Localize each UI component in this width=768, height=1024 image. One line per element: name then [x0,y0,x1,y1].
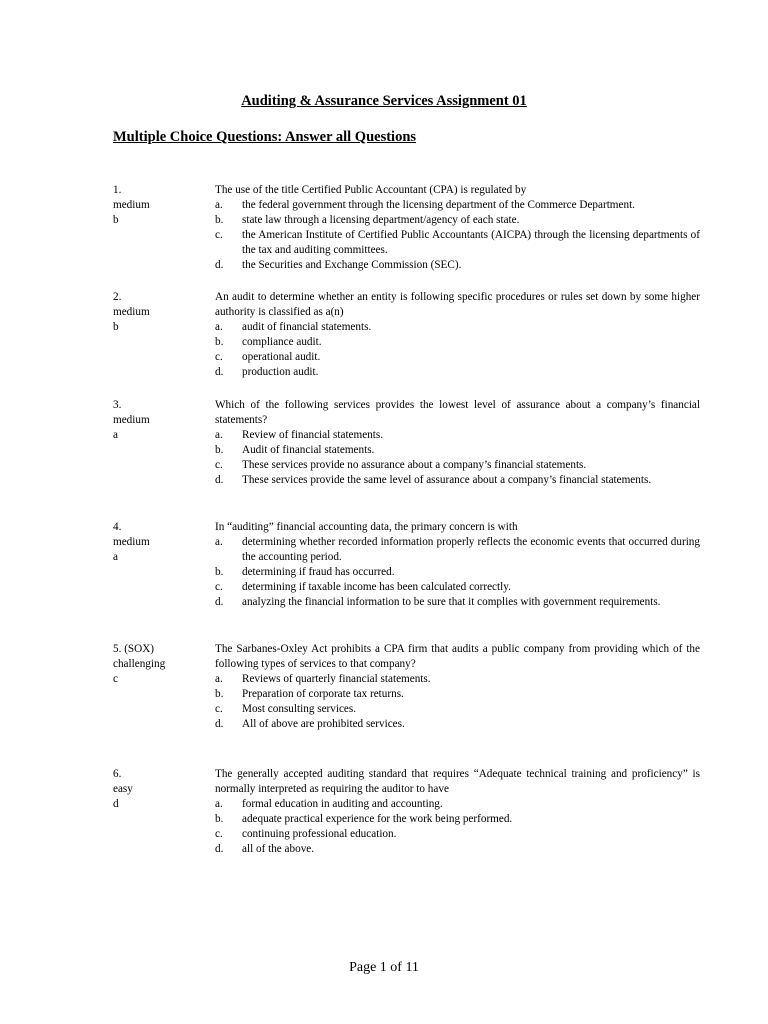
answer-option-a [215,672,700,687]
question-meta [113,642,208,687]
answer-option-d [215,473,700,488]
answer-option-b [215,565,700,580]
option-letter: c. [215,229,223,241]
option-letter: a. [215,536,223,548]
option-letter: d. [215,366,224,378]
answer-option-d [215,717,700,732]
answer-option-a [215,535,700,565]
question-answer: b [113,321,119,333]
question-stem: The use of the title Certified Public Accountant (CPA) is regulated by [215,184,527,196]
option-letter: b. [215,214,224,226]
option-text: all of the above. [242,843,315,855]
answer-option-a [215,428,700,443]
option-text: operational audit. [242,351,321,363]
option-letter: d. [215,718,224,730]
option-letter: a. [215,798,223,810]
option-letter: b. [215,336,224,348]
option-text: the American Institute of Certified Public Accountants (AICPA) through the licensing departments of the tax and auditing committees. [242,229,700,256]
question-number: 3. [113,399,122,411]
option-text: Most consulting services. [242,703,357,715]
answer-option-c [215,458,700,473]
option-letter: b. [215,688,224,700]
question-stem: The generally accepted auditing standard that requires “Adequate technical training and proficiency” is normally interpreted as requiring the auditor to have [215,768,700,795]
question-meta [113,520,208,565]
question-meta [113,290,208,335]
option-letter: c. [215,828,223,840]
option-text: determining if taxable income has been calculated correctly. [242,581,511,593]
answer-option-b [215,443,700,458]
option-text: state law through a licensing department/agency of each state. [242,214,520,226]
answer-option-b [215,687,700,702]
option-letter: d. [215,474,224,486]
question-answer: d [113,798,119,810]
option-letter: d. [215,843,224,855]
option-text: compliance audit. [242,336,322,348]
question-number: 1. [113,184,122,196]
option-text: These services provide the same level of assurance about a company’s financial statements. [242,474,652,486]
option-text: These services provide no assurance about a company’s financial statements. [242,459,587,471]
option-text: Preparation of corporate tax returns. [242,688,404,700]
option-text: the federal government through the licensing department of the Commerce Department. [242,199,635,211]
answer-option-d [215,258,700,273]
question-body [215,767,700,857]
option-letter: a. [215,673,223,685]
answer-option-c [215,827,700,842]
question-answer: a [113,429,118,441]
question-body [215,398,700,488]
question-meta [113,183,208,228]
question-answer: b [113,214,119,226]
option-letter: b. [215,566,224,578]
question-meta [113,398,208,443]
answer-option-d [215,595,700,610]
option-letter: a. [215,321,223,333]
answer-option-a [215,797,700,812]
answer-option-d [215,365,700,380]
answer-option-a [215,320,700,335]
question-body [215,290,700,380]
option-letter: d. [215,259,224,271]
option-text: determining if fraud has occurred. [242,566,395,578]
answer-option-d [215,842,700,857]
answer-option-b [215,335,700,350]
option-text: Audit of financial statements. [242,444,375,456]
question-stem: Which of the following services provides the lowest level of assurance about a company’s financial statements? [215,399,700,426]
answer-option-c [215,350,700,365]
option-text: analyzing the financial information to be sure that it complies with government requirements. [242,596,661,608]
question-difficulty: easy [113,783,133,795]
option-letter: c. [215,351,223,363]
question-stem: The Sarbanes-Oxley Act prohibits a CPA firm that audits a public company from providing which of the following types of services to that company? [215,643,700,670]
option-text: production audit. [242,366,319,378]
option-letter: c. [215,703,223,715]
answer-option-a [215,198,700,213]
question-stem: An audit to determine whether an entity is following specific procedures or rules set down by some higher authority is classified as a(n) [215,291,700,318]
question-body [215,642,700,732]
question-meta [113,767,208,812]
question-number: 6. [113,768,122,780]
option-text: audit of financial statements. [242,321,372,333]
question-difficulty: medium [113,414,150,426]
question-number: 2. [113,291,122,303]
option-text: the Securities and Exchange Commission (SEC). [242,259,462,271]
option-letter: a. [215,199,223,211]
question-body [215,520,700,610]
question-difficulty: challenging [113,658,166,670]
question-answer: a [113,551,118,563]
option-letter: c. [215,459,223,471]
option-letter: b. [215,444,224,456]
answer-option-b [215,213,700,228]
question-body [215,183,700,273]
option-text: Reviews of quarterly financial statements. [242,673,431,685]
option-text: Review of financial statements. [242,429,384,441]
document-title: Auditing & Assurance Services Assignment 01 [241,93,527,109]
question-difficulty: medium [113,306,150,318]
question-number: 5. (SOX) [113,643,155,655]
question-difficulty: medium [113,536,150,548]
option-text: formal education in auditing and accounting. [242,798,443,810]
answer-option-c [215,580,700,595]
answer-option-c [215,702,700,717]
answer-option-b [215,812,700,827]
question-answer: c [113,673,118,685]
question-number: 4. [113,521,122,533]
question-difficulty: medium [113,199,150,211]
option-letter: d. [215,596,224,608]
section-heading: Multiple Choice Questions: Answer all Questions [113,129,417,145]
option-text: determining whether recorded information properly reflects the economic events that occurred during the accounting period. [242,536,700,563]
page-number: Page 1 of 11 [349,960,419,975]
option-text: All of above are prohibited services. [242,718,405,730]
option-letter: a. [215,429,223,441]
option-text: adequate practical experience for the work being performed. [242,813,513,825]
option-letter: c. [215,581,223,593]
option-letter: b. [215,813,224,825]
option-text: continuing professional education. [242,828,397,840]
answer-option-c [215,228,700,258]
question-stem: In “auditing” financial accounting data, the primary concern is with [215,521,518,533]
